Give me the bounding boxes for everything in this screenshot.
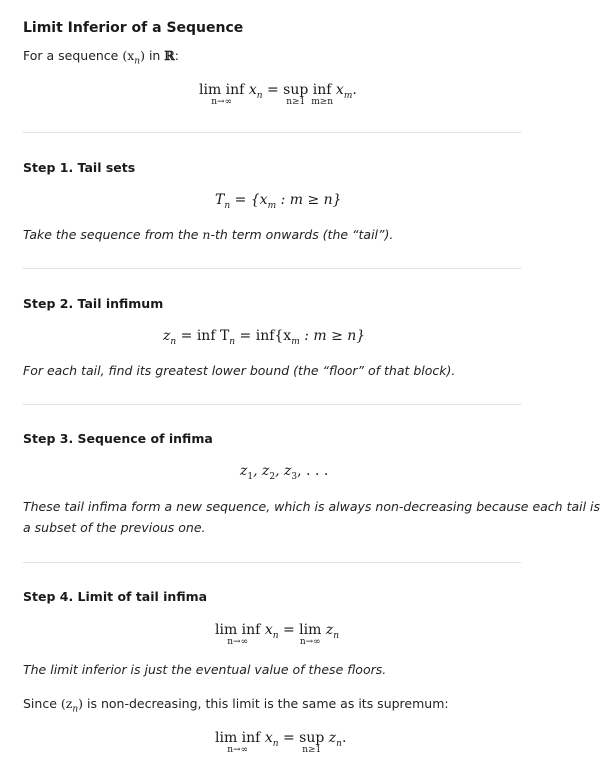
step4-supremum-text: Since $(z_n)$ is non-decreasing, this limit is the same as its supremum: xyxy=(23,696,449,715)
step4-description: The limit inferior is just the eventual value of these floors. xyxy=(23,662,387,677)
infima-sequence-equation: $z_1$, $z_2$, $z_3$, . . . xyxy=(240,463,329,482)
tail-set-equation: $T_n = \{x_m$ : m ≥ n} xyxy=(215,192,342,211)
liminf-definition-equation: lim inf n→∞ $x_n$ = sup n≥1 inf m≥n $x_m$. xyxy=(199,82,357,107)
step2-description: For each tail, find its greatest lower bound (the “floor” of that block). xyxy=(23,363,456,378)
step3-description: These tail infima form a new sequence, which is always non-decreasing because each tail is a subset of the previous one. xyxy=(23,499,600,535)
step3-heading: Step 3. Sequence of infima xyxy=(23,431,213,446)
section-divider xyxy=(23,132,521,133)
liminf-limit-equation: lim inf n→∞ $x_n = \lim$ n→∞ $z_n$ xyxy=(215,622,340,647)
tail-infimum-equation: $z_n$ = inf $T_n = inf\{x_m$ : m ≥ n} xyxy=(163,328,366,347)
section-divider xyxy=(23,268,521,269)
step4-heading: Step 4. Limit of tail infima xyxy=(23,589,208,604)
step2-heading: Step 2. Tail infimum xyxy=(23,296,164,311)
step1-description: Take the sequence from the n-th term onwards (the “tail”). xyxy=(23,227,394,242)
section-divider xyxy=(23,404,521,405)
page-title: Limit Inferior of a Sequence xyxy=(23,20,244,36)
step1-heading: Step 1. Tail sets xyxy=(23,160,136,175)
section-divider xyxy=(23,562,521,563)
liminf-supremum-equation: lim inf n→∞ $x_n$ = sup n≥1 $z_n$. xyxy=(215,730,347,755)
intro-text: For a sequence $(x_n)$ in ℝ: xyxy=(23,48,179,67)
